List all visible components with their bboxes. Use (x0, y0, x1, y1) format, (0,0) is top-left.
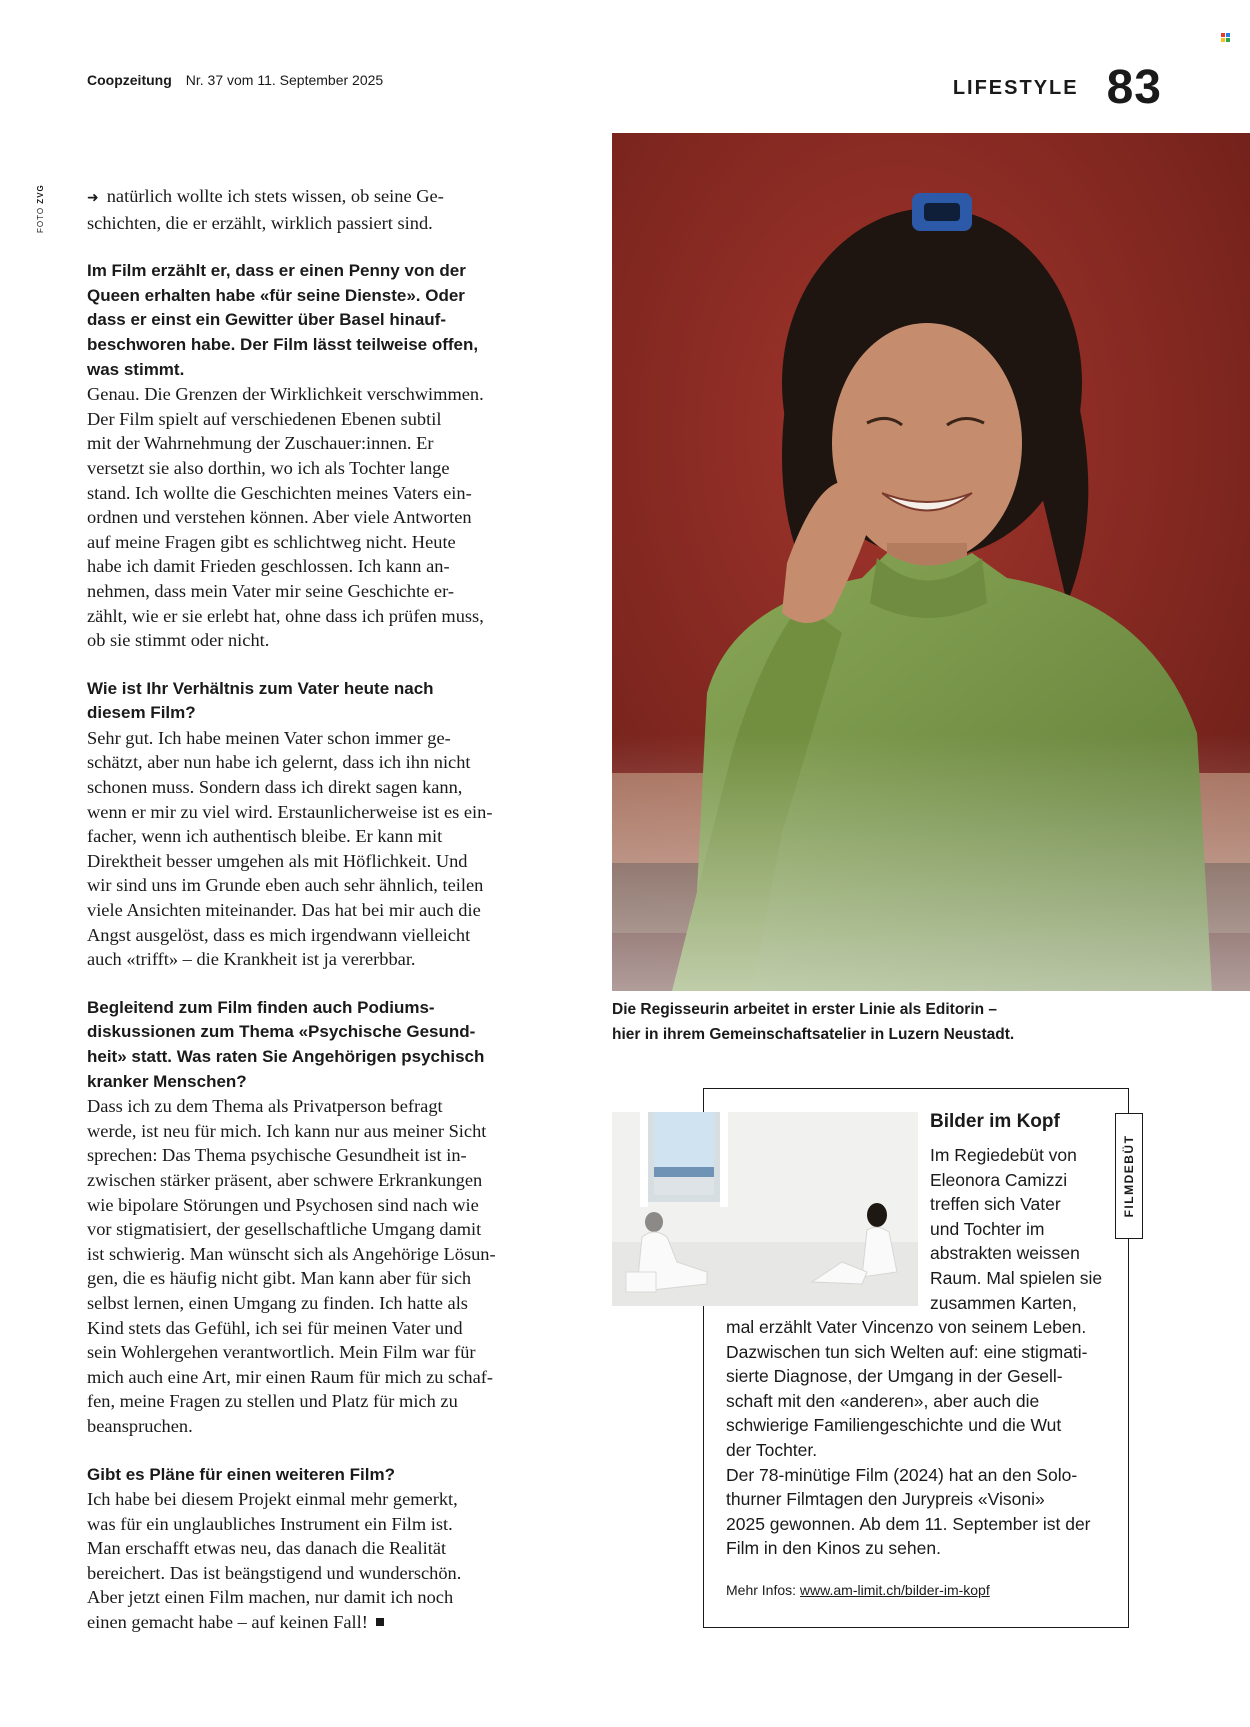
film-debut-label: FILMDEBÜT (1122, 1134, 1136, 1218)
answer-line: Aber jetzt einen Film machen, nur damit ich noch (87, 1587, 454, 1608)
answer-line: wie bipolare Störungen und Psychosen sind nach wie (87, 1194, 479, 1215)
photo-caption (612, 998, 1172, 1047)
answer-line: Direktheit besser umgehen als mit Höflichkeit. Und (87, 850, 468, 871)
question-line: beschworen habe. Der Film lässt teilweise offen, (87, 334, 479, 354)
film-text-line: Der 78-minütige Film (2024) hat an den Solo- (726, 1464, 1078, 1485)
question-line: dass er einst ein Gewitter über Basel hinauf- (87, 310, 446, 330)
answer-line: auch «trifft» – die Krankheit ist ja vererbbar. (87, 949, 416, 970)
portrait-photo (612, 133, 1250, 991)
film-description-top (930, 1143, 1120, 1315)
caption-line: Die Regisseurin arbeitet in erster Linie als Editorin – (612, 1001, 998, 1018)
continuation-arrow-icon: ➜ (87, 190, 99, 206)
question-line: Gibt es Pläne für einen weiteren Film? (87, 1464, 395, 1484)
answer-line: bereichert. Das ist beängstigend und wunderschön. (87, 1562, 462, 1583)
answer-line: Ich habe bei diesem Projekt einmal mehr gemerkt, (87, 1489, 458, 1510)
film-text-line: treffen sich Vater (930, 1194, 1061, 1215)
intro-line: schichten, die er erzählt, wirklich passiert sind. (87, 212, 433, 233)
film-text-line: thurner Filmtagen den Jurypreis «Visoni» (726, 1489, 1045, 1510)
question-line: Wie ist Ihr Verhältnis zum Vater heute nach (87, 678, 434, 698)
answer-line: werde, ist neu für mich. Ich kann nur aus meiner Sicht (87, 1120, 487, 1141)
film-text-line: schaft mit den «anderen», aber auch die (726, 1390, 1040, 1411)
question-line: Queen erhalten habe «für seine Dienste». Oder (87, 285, 465, 305)
answer-line: vor stigmatisiert, der gesellschaftliche Umgang damit (87, 1219, 482, 1240)
question-line: diesem Film? (87, 703, 196, 723)
page-number: 83 (1106, 61, 1162, 114)
film-text-line: der Tochter. (726, 1439, 818, 1460)
more-info-label: Mehr Infos: (726, 1582, 797, 1598)
answer-line: habe ich damit Frieden geschlossen. Ich kann an- (87, 556, 450, 577)
film-text-line: zusammen Karten, (930, 1292, 1077, 1313)
answer-line: schätzt, aber nun habe ich gelernt, dass ich ihn nicht (87, 752, 471, 773)
film-text-line: sierte Diagnose, der Umgang in der Gesell- (726, 1366, 1063, 1387)
film-still-image (612, 1112, 918, 1306)
answer-1 (87, 382, 523, 653)
answer-line: gen, die es häufig nicht gibt. Man kann aber für sich (87, 1268, 472, 1289)
answer-4 (87, 1487, 523, 1635)
answer-3 (87, 1094, 523, 1438)
question-line: heit» statt. Was raten Sie Angehörigen psychisch (87, 1047, 485, 1066)
color-register-mark (1221, 33, 1230, 42)
answer-line: Angst ausgelöst, dass es mich irgendwann vielleicht (87, 924, 471, 945)
section-label: LIFESTYLE (952, 76, 1079, 99)
question-line: kranker Menschen? (87, 1071, 247, 1091)
film-text-line: Raum. Mal spielen sie (930, 1267, 1103, 1288)
answer-line: selbst lernen, einen Umgang zu finden. Ich hatte als (87, 1292, 468, 1313)
photo-credit (36, 184, 45, 233)
film-text-line: schwierige Familiengeschichte und die Wut (726, 1415, 1062, 1436)
film-text-line: mal erzählt Vater Vincenzo von seinem Leben. (726, 1317, 1087, 1337)
answer-line: stand. Ich wollte die Geschichten meines Vaters ein- (87, 482, 472, 503)
publication-name: Coopzeitung (87, 72, 172, 88)
answer-line: fen, meine Fragen zu stellen und Platz für mich zu (87, 1391, 458, 1412)
answer-line: ordnen und verstehen können. Aber viele Antworten (87, 507, 472, 528)
intro-line: ➜ natürlich wollte ich stets wissen, ob seine Ge- (87, 186, 444, 206)
question-line: diskussionen zum Thema «Psychische Gesund- (87, 1022, 476, 1042)
answer-line: einen gemacht habe – auf keinen Fall! (87, 1610, 523, 1635)
answer-line: was für ein unglaubliches Instrument ein Film ist. (87, 1513, 453, 1534)
film-text-line: Eleonora Camizzi (930, 1169, 1068, 1190)
question-3 (87, 996, 523, 1094)
film-text-line: Im Regiedebüt von (930, 1145, 1077, 1165)
film-text-line: 2025 gewonnen. Ab dem 11. September ist der (726, 1513, 1091, 1534)
film-text-line: Film in den Kinos zu sehen. (726, 1538, 941, 1559)
end-of-article-mark (376, 1618, 384, 1626)
caption-line: hier in ihrem Gemeinschaftsatelier in Luzern Neustadt. (612, 1025, 1015, 1043)
question-4 (87, 1463, 523, 1488)
more-info-link[interactable]: www.am-limit.ch/bilder-im-kopf (799, 1582, 990, 1598)
answer-2 (87, 726, 523, 972)
answer-line: mich auch eine Art, mir einen Raum für mich zu schaf- (87, 1366, 493, 1387)
photo-credit-label: FOTO (36, 206, 45, 233)
answer-line: ist schwierig. Man wünscht sich als Angehörige Lösun- (87, 1243, 496, 1264)
answer-line: Sehr gut. Ich habe meinen Vater schon immer ge- (87, 727, 451, 748)
answer-line: schonen muss. Sondern dass ich direkt sagen kann, (87, 777, 463, 798)
film-text-line: abstrakten weissen (930, 1243, 1080, 1264)
answer-line: mit der Wahrnehmung der Zuschauer:innen. Er (87, 433, 434, 454)
answer-line: Man erschafft etwas neu, das danach die Realität (87, 1538, 447, 1559)
answer-line: Genau. Die Grenzen der Wirklichkeit verschwimmen. (87, 384, 484, 405)
answer-line: Der Film spielt auf verschiedenen Ebenen subtil (87, 408, 442, 429)
answer-line: beanspruchen. (87, 1415, 193, 1436)
page-header-right (952, 61, 1162, 114)
question-line: Im Film erzählt er, dass er einen Penny von der (87, 261, 466, 281)
photo-credit-name: ZVG (36, 184, 45, 204)
question-line: Begleitend zum Film finden auch Podiums- (87, 997, 435, 1017)
answer-line: viele Ansichten miteinander. Das hat bei mir auch die (87, 900, 481, 921)
answer-line: zählt, wie er sie erlebt hat, ohne dass ich prüfen muss, (87, 605, 484, 626)
answer-line: Dass ich zu dem Thema als Privatperson befragt (87, 1096, 443, 1117)
film-still-illustration (612, 1112, 918, 1306)
question-1 (87, 259, 523, 382)
page-header-left (87, 72, 383, 88)
question-2 (87, 677, 523, 726)
issue-info: Nr. 37 vom 11. September 2025 (185, 72, 384, 88)
answer-line: versetzt sie also dorthin, wo ich als Tochter lange (87, 457, 450, 478)
question-line: was stimmt. (87, 359, 185, 379)
answer-line: nehmen, dass mein Vater mir seine Geschichte er- (87, 580, 454, 601)
answer-line: wenn er mir zu viel wird. Erstaunlicherweise ist es ein- (87, 801, 493, 822)
film-text-line: und Tochter im (930, 1218, 1045, 1239)
answer-line: sein Wohlergehen verantwortlich. Mein Film war für (87, 1342, 476, 1363)
answer-line: ob sie stimmt oder nicht. (87, 630, 270, 651)
answer-line: zwischen stärker präsent, aber schwere Erkrankungen (87, 1169, 483, 1190)
more-info (726, 1582, 990, 1598)
film-text-line: Dazwischen tun sich Welten auf: eine stigmati- (726, 1341, 1088, 1362)
answer-line: facher, wenn ich authentisch bleibe. Er kann mit (87, 826, 443, 847)
film-description-bottom (726, 1315, 1126, 1561)
answer-line: sprechen: Das Thema psychische Gesundheit ist in- (87, 1145, 467, 1166)
answer-line: Kind stets das Gefühl, ich sei für meinen Vater und (87, 1317, 463, 1338)
article-column (87, 184, 523, 1635)
answer-line: wir sind uns im Grunde eben auch sehr ähnlich, teilen (87, 875, 484, 896)
answer-line: auf meine Fragen gibt es schlichtweg nicht. Heute (87, 531, 456, 552)
portrait-illustration (612, 133, 1250, 991)
film-title: Bilder im Kopf (930, 1111, 1060, 1132)
